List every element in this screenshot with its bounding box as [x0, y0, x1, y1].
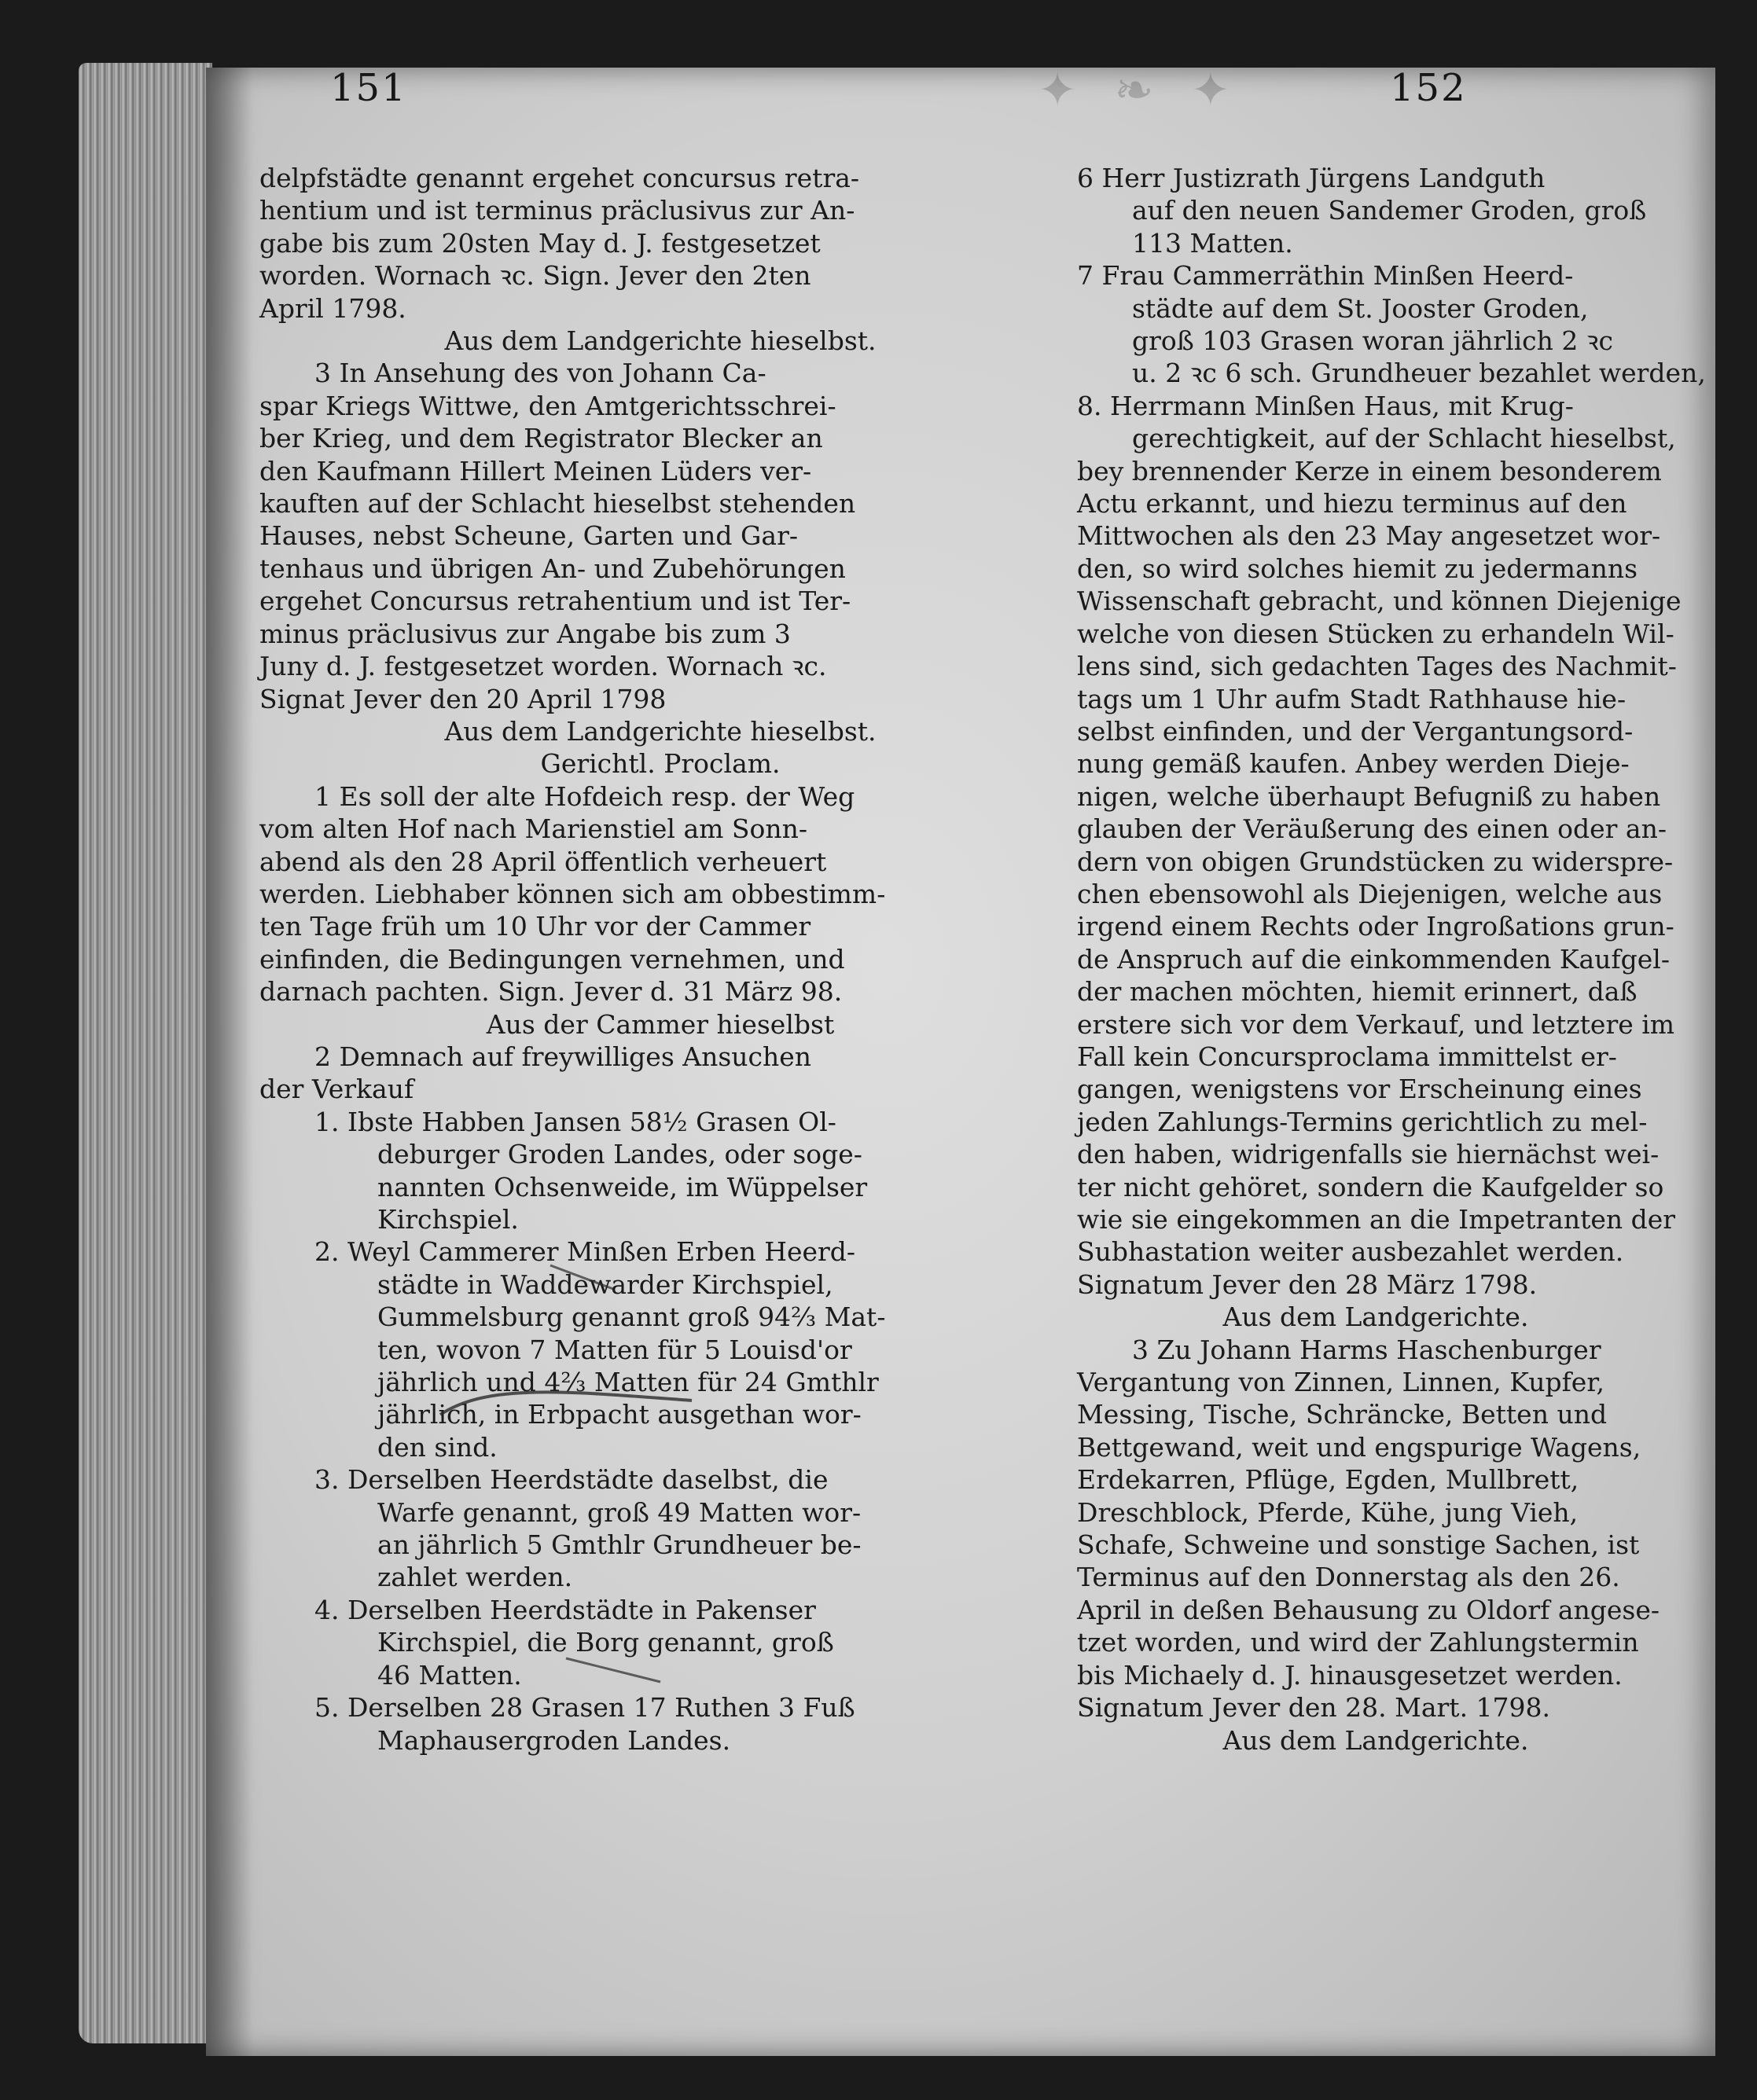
bleed-through-ornament: ✦ ❧ ✦ — [1038, 63, 1241, 118]
left-column-line: Warfe genannt, groß 49 Matten wor- — [377, 1496, 862, 1528]
right-column-line: Actu erkannt, und hiezu terminus auf den — [1077, 488, 1627, 519]
left-column-line: vom alten Hof nach Marienstiel am Sonn- — [259, 813, 808, 845]
right-column-line: glauben der Veräußerung des einen oder an- — [1077, 813, 1667, 845]
left-column-line: abend als den 28 April öffentlich verheuert — [259, 846, 827, 877]
left-column-line: April 1798. — [259, 292, 406, 324]
right-column-line: irgend einem Rechts oder Ingroßations grun- — [1077, 911, 1674, 942]
left-column-line: 5. Derselben 28 Grasen 17 Ruthen 3 Fuß — [314, 1692, 855, 1724]
left-column-line: 4. Derselben Heerdstädte in Pakenser — [314, 1594, 816, 1625]
right-column-line: u. 2 ꝛc 6 sch. Grundheuer bezahlet werden, — [1132, 358, 1706, 389]
left-column-line: den Kaufmann Hillert Meinen Lüders ver- — [259, 455, 812, 486]
right-column-line: Mittwochen als den 23 May angesetzet wor- — [1077, 520, 1661, 552]
right-column-line: Vergantung von Zinnen, Linnen, Kupfer, — [1077, 1367, 1604, 1398]
left-column-line: tenhaus und übrigen An- und Zubehörungen — [259, 553, 846, 584]
left-column-line: Signat Jever den 20 April 1798 — [259, 683, 667, 714]
left-column-line: werden. Liebhaber können sich am obbestimm- — [259, 878, 886, 909]
left-column-line: an jährlich 5 Gmthlr Grundheuer be- — [377, 1529, 862, 1561]
right-column-line: Subhastation weiter ausbezahlet werden. — [1077, 1236, 1624, 1268]
right-column-line: 6 Herr Justizrath Jürgens Landguth — [1077, 163, 1546, 193]
left-column-line: kauften auf der Schlacht hieselbst stehenden — [259, 488, 856, 519]
left-column-line: Aus dem Landgerichte hieselbst. — [444, 325, 877, 357]
left-column-line: jährlich, in Erbpacht ausgethan wor- — [377, 1399, 862, 1430]
right-column-line: der machen möchten, hiemit erinnert, daß — [1077, 976, 1638, 1008]
left-column-line: einfinden, die Bedingungen vernehmen, und — [259, 943, 845, 975]
right-column-line: erstere sich vor dem Verkauf, und letztere im — [1077, 1008, 1675, 1040]
right-column-line: Signatum Jever den 28. Mart. 1798. — [1077, 1692, 1551, 1724]
left-column-line: hentium und ist terminus präclusivus zur An- — [259, 195, 855, 226]
left-column-line: 3 In Ansehung des von Johann Ca- — [314, 358, 766, 389]
left-column-line: den sind. — [377, 1431, 498, 1463]
left-column-line: der Verkauf — [259, 1074, 414, 1105]
right-column-line: Fall kein Concursproclama immittelst er- — [1077, 1041, 1617, 1072]
left-column-line: 2. Weyl Cammerer Minßen Erben Heerd- — [314, 1236, 856, 1268]
left-column-line: ergehet Concursus retrahentium und ist Ter- — [259, 586, 851, 617]
left-column-line: Hauses, nebst Scheune, Garten und Gar- — [259, 520, 798, 552]
left-column-line: ten, wovon 7 Matten für 5 Louisd'or — [377, 1334, 852, 1365]
left-column-line: 1 Es soll der alte Hofdeich resp. der Weg — [314, 780, 855, 812]
left-column-line: 46 Matten. — [377, 1659, 522, 1691]
right-column-line: tzet worden, und wird der Zahlungstermin — [1077, 1627, 1639, 1658]
right-column-line: Aus dem Landgerichte. — [1222, 1301, 1529, 1333]
right-column-line: auf den neuen Sandemer Groden, groß — [1132, 195, 1647, 226]
right-column-line: den, so wird solches hiemit zu jedermanns — [1077, 553, 1638, 584]
right-column-line: 3 Zu Johann Harms Haschenburger — [1132, 1334, 1601, 1365]
left-column-line: delpfstädte genannt ergehet concursus retra- — [259, 163, 860, 193]
left-column-line: 2 Demnach auf freywilliges Ansuchen — [314, 1041, 812, 1072]
right-column-line: Aus dem Landgerichte. — [1222, 1724, 1529, 1756]
left-column-line: Kirchspiel, die Borg genannt, groß — [377, 1627, 834, 1658]
right-column-line: groß 103 Grasen woran jährlich 2 ꝛc — [1132, 325, 1613, 357]
right-column-line: selbst einfinden, und der Vergantungsord- — [1077, 715, 1634, 747]
right-column-line: den haben, widrigenfalls sie hiernächst wei- — [1077, 1139, 1660, 1170]
right-column-line: dern von obigen Grundstücken zu widersprе- — [1077, 846, 1674, 877]
pencil-stroke — [566, 1658, 660, 1682]
left-column-line: worden. Wornach ꝛc. Sign. Jever den 2ten — [259, 260, 811, 292]
right-column-line: gangen, wenigstens vor Erscheinung eines — [1077, 1074, 1642, 1105]
right-column-line: nung gemäß kaufen. Anbey werden Dieje- — [1077, 748, 1630, 780]
left-column-line: gabe bis zum 20sten May d. J. festgesetzet — [259, 227, 821, 259]
left-column-line: Juny d. J. festgesetzet worden. Wornach ꝛc. — [259, 651, 827, 682]
left-column-line: Aus der Cammer hieselbst — [486, 1008, 835, 1040]
right-column-line: de Anspruch auf die einkommenden Kaufgel- — [1077, 943, 1670, 975]
right-column-line: nigen, welche überhaupt Befugniß zu haben — [1077, 780, 1661, 812]
right-column-line: 8. Herrmann Minßen Haus, mit Krug- — [1077, 390, 1574, 421]
right-column-line: Wissenschaft gebracht, und können Diejenige — [1077, 586, 1682, 617]
right-column-line: Erdekarren, Pflüge, Egden, Mullbrett, — [1077, 1464, 1579, 1496]
right-column-line: tags um 1 Uhr aufm Stadt Rathhause hie- — [1077, 683, 1627, 714]
right-column-line: lens sind, sich gedachten Tages des Nachmit- — [1077, 651, 1677, 682]
right-column-line: Messing, Tische, Schräncke, Betten und — [1077, 1399, 1608, 1430]
right-column-line: gerechtigkeit, auf der Schlacht hieselbst, — [1132, 423, 1676, 454]
left-column-line: deburger Groden Landes, oder soge- — [377, 1139, 862, 1170]
left-column-line: Gerichtl. Proclam. — [540, 748, 781, 780]
right-column-line: wie sie eingekommen an die Impetranten der — [1077, 1204, 1676, 1235]
left-column-line: zahlet werden. — [377, 1562, 573, 1593]
right-column-line: Terminus auf den Donnerstag als den 26. — [1077, 1562, 1620, 1593]
page-number-right: 152 — [1390, 66, 1467, 110]
left-column-line: spar Kriegs Wittwe, den Amtgerichtsschrei- — [259, 390, 836, 421]
left-column-line: minus präclusivus zur Angabe bis zum 3 — [259, 618, 791, 649]
right-column-line: ter nicht gehöret, sondern die Kaufgelder so — [1077, 1171, 1664, 1202]
left-column-line: nannten Ochsenweide, im Wüppelser — [377, 1171, 868, 1202]
left-column-line: Aus dem Landgerichte hieselbst. — [444, 715, 877, 747]
page-number-left: 151 — [330, 66, 407, 110]
right-column-line: welche von diesen Stücken zu erhandeln Wil- — [1077, 618, 1674, 649]
right-column-line: jeden Zahlungs-Termins gerichtlich zu mel- — [1077, 1106, 1648, 1137]
right-column-line: 113 Matten. — [1132, 227, 1293, 259]
left-column-line: 1. Ibste Habben Jansen 58½ Grasen Ol- — [314, 1106, 836, 1137]
left-column-line: ten Tage früh um 10 Uhr vor der Cammer — [259, 911, 811, 942]
left-column-line: Kirchspiel. — [377, 1204, 519, 1235]
right-column-line: städte auf dem St. Jooster Groden, — [1132, 292, 1589, 324]
left-column-line: Maphausergroden Landes. — [377, 1724, 731, 1756]
left-column-line: darnach pachten. Sign. Jever d. 31 März 98. — [259, 976, 843, 1008]
right-column-line: Schafe, Schweine und sonstige Sachen, ist — [1077, 1529, 1640, 1561]
right-column-line: bey brennender Kerze in einem besonderem — [1077, 455, 1662, 486]
right-column-line: Dreschblock, Pferde, Kühe, jung Vieh, — [1077, 1496, 1579, 1528]
left-column-line: ber Krieg, und dem Registrator Blecker an — [259, 423, 823, 454]
pencil-stroke — [550, 1265, 613, 1289]
right-column-line: Bettgewand, weit und engspurige Wagens, — [1077, 1431, 1641, 1463]
left-column-line: 3. Derselben Heerdstädte daselbst, die — [314, 1464, 829, 1496]
left-column-line: Gummelsburg genannt groß 94⅔ Mat- — [377, 1301, 886, 1333]
left-column-line: jährlich und 4⅔ Matten für 24 Gmthlr — [377, 1367, 879, 1398]
left-column-line: städte in Waddewarder Kirchspiel, — [377, 1268, 833, 1300]
right-column-line: bis Michaely d. J. hinausgesetzet werden. — [1077, 1659, 1623, 1691]
right-column-line: 7 Frau Cammerräthin Minßen Heerd- — [1077, 260, 1574, 292]
right-column-line: Signatum Jever den 28 März 1798. — [1077, 1268, 1538, 1300]
pencil-stroke — [440, 1392, 692, 1415]
right-column-line: April in deßen Behausung zu Oldorf angese- — [1077, 1594, 1660, 1625]
right-column-line: chen ebensowohl als Diejenigen, welche aus — [1077, 878, 1663, 909]
